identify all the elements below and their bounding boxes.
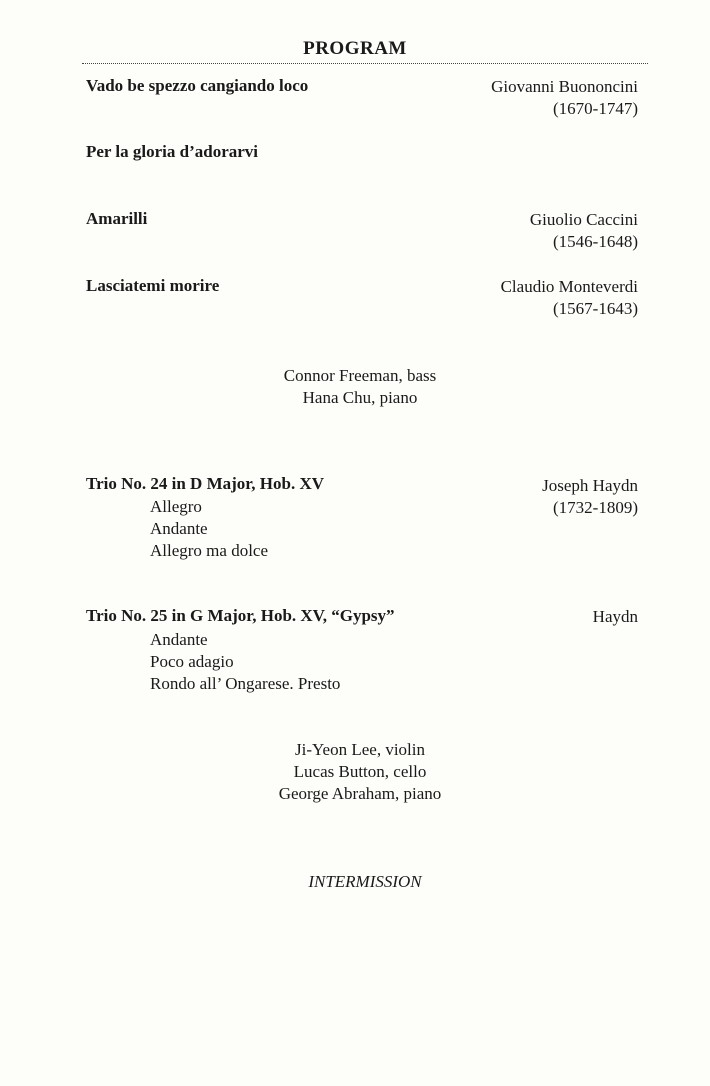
performers-block [5, 739, 710, 805]
piece-title: Vado be spezzo cangiando loco [86, 76, 309, 95]
composer-name: Joseph Haydn [542, 476, 638, 495]
composer-name: Haydn [592, 607, 638, 626]
composer-block [542, 475, 638, 519]
piece-title: Per la gloria d’adorarvi [86, 142, 259, 161]
performer: Hana Chu, piano [302, 388, 418, 407]
movement-list [150, 496, 268, 562]
performer: Connor Freeman, bass [283, 366, 437, 385]
piece-title: Trio No. 25 in G Major, Hob. XV, “Gypsy” [86, 606, 395, 625]
piece-title: Trio No. 24 in D Major, Hob. XV [86, 474, 324, 493]
movement: Andante [150, 519, 208, 538]
movement: Allegro ma dolce [150, 541, 269, 560]
movement: Poco adagio [150, 652, 234, 671]
performers-block [5, 365, 710, 409]
composer-block [593, 606, 638, 628]
composer-name: Giuolio Caccini [529, 210, 638, 229]
page-title: PROGRAM [303, 38, 407, 59]
performer: Lucas Button, cello [293, 762, 427, 781]
composer-name: Giovanni Buononcini [491, 77, 638, 96]
performer: Ji-Yeon Lee, violin [294, 740, 425, 759]
title-divider [82, 63, 648, 64]
intermission-label: INTERMISSION [308, 872, 422, 891]
performer: George Abraham, piano [278, 784, 442, 803]
composer-dates: (1546-1648) [553, 232, 638, 251]
movement: Rondo all’ Ongarese. Presto [150, 674, 341, 693]
piece-title: Lasciatemi morire [86, 276, 220, 295]
composer-dates: (1732-1809) [553, 498, 638, 517]
piece-title: Amarilli [86, 209, 148, 228]
composer-dates: (1567-1643) [553, 299, 638, 318]
composer-dates: (1670-1747) [553, 99, 638, 118]
movement-list [150, 629, 340, 695]
composer-block [501, 276, 638, 320]
movement: Allegro [150, 497, 202, 516]
composer-block [491, 76, 638, 120]
composer-block [530, 209, 638, 253]
movement: Andante [150, 630, 208, 649]
composer-name: Claudio Monteverdi [500, 277, 638, 296]
